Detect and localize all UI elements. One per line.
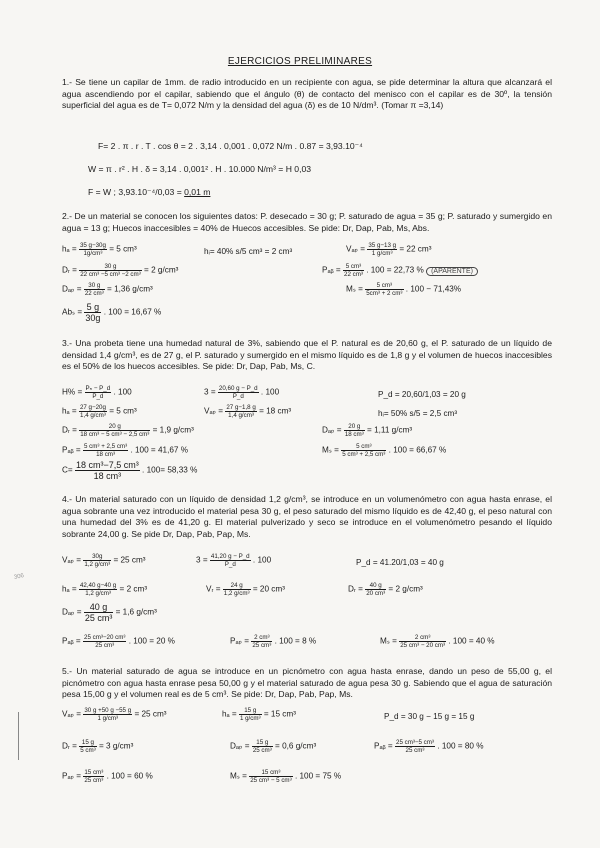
ex2-pab-num: 5 cm³ — [343, 263, 364, 271]
ex5-vap-formula — [62, 707, 167, 722]
ex2-abs-label: Abₛ = — [62, 307, 83, 317]
ex5-ha-result: = 15 cm³ — [263, 709, 296, 719]
ex2-dr-den: 22 cm³ −5 cm³ −2 cm³ — [80, 271, 141, 278]
ex2-ms-result: . 100 − 71,43% — [405, 284, 462, 294]
ex5-dr-result: = 3 g/cm³ — [98, 741, 134, 751]
exercise-2-statement: 2.- De un material se conocen los siguientes datos: P. desecado = 30 g; P. saturado de agua = 35 g; P. saturado y sumergido en agua = 13 g; Huecos inaccesibles = 40% de Huecos accesibles. Se pide: Dr, Dap, Pab, Ms, Abs. — [62, 211, 552, 233]
ex2-abs-num: 5 g — [84, 302, 101, 313]
ex2-dap-num: 30 g — [84, 282, 105, 290]
ex4-dap-result: = 1,6 g/cm³ — [115, 607, 157, 617]
ex3-ha-num: 27 g−20g — [79, 404, 106, 411]
ex5-pab-formula — [374, 739, 483, 754]
ex5-ms-num: 15 cm³ — [249, 769, 292, 777]
ex4-vr-result: = 20 cm³ — [252, 584, 285, 594]
ex2-vap-den: 1 g/cm³ — [371, 250, 393, 257]
ex4-pab-label: Pₐᵦ = — [62, 636, 81, 646]
ex3-pd-formula: P_d = 20,60/1,03 = 20 g — [378, 390, 466, 399]
ex4-vap-formula — [62, 553, 146, 568]
ex4-ha-label: hₐ = — [62, 584, 77, 594]
ex5-dr-num: 15 g — [79, 739, 96, 747]
ex3-ha-den: 1,4 g/cm³ — [80, 412, 106, 419]
ex3-pab-label: Pₐᵦ = — [62, 445, 81, 455]
ex3-dap-formula — [322, 423, 412, 438]
ex4-vr-formula — [206, 582, 285, 597]
ex3-h-den: P_d — [92, 393, 104, 400]
ex4-ms-label: Mₛ = — [380, 636, 397, 646]
ex5-pap-formula — [62, 769, 153, 784]
ex5-ms-label: Mₛ = — [230, 771, 247, 781]
ex3-dr-den: 18 cm³ − 5 cm³ − 2,5 cm³ — [80, 431, 150, 438]
ex3-ha-result: = 5 cm³ — [109, 406, 137, 416]
ex2-dap-formula — [62, 282, 153, 297]
ex4-pap-den: 25 cm³ — [252, 642, 272, 649]
ex4-ms-formula — [380, 634, 495, 649]
ex5-pap-num: 15 cm³ — [84, 769, 104, 776]
ex3-dap-result: = 1,11 g/cm³ — [367, 425, 413, 435]
ex4-vap-num: 30g — [83, 553, 111, 561]
ex5-vap-den: 1 g/cm³ — [97, 715, 119, 722]
ex2-ha-label: hₐ = — [62, 244, 77, 254]
ex3-vap-label: Vₐₚ = — [204, 406, 224, 416]
ex5-pap-label: Pₐₚ = — [62, 771, 82, 781]
ex5-ha-label: hₐ = — [222, 709, 237, 719]
exercise-3-statement: 3.- Una probeta tiene una humedad natural de 3%, sabiendo que el P. natural es de 20,60 g, el P. saturado de un líquido de densidad 1,4 g/cm³, es de 27 g, el P. saturado y sumergido en el mismo líquido es de 1,8 g y el volumen de huecos inaccesibles es el 50% de los huecos accesibles. Se pide: Dr, Dap, Pab, Ms, C. — [62, 338, 552, 372]
ex5-ms-formula — [230, 769, 341, 784]
ex3-c-formula — [62, 460, 197, 481]
ex4-dap-den: 25 cm³ — [84, 613, 113, 623]
ex5-pab-den: 25 cm³ — [405, 747, 425, 754]
ex4-t-result: . 100 — [252, 555, 272, 565]
ex3-dr-label: Dᵣ = — [62, 425, 77, 435]
ex4-pab-result: . 100 = 20 % — [128, 636, 175, 646]
ex3-c-den: 18 cm³ — [93, 471, 122, 481]
ex2-hi-formula: hᵢ= 40% s/5 cm³ = 2 cm³ — [204, 247, 293, 256]
ex2-dr-result: = 2 g/cm³ — [144, 265, 179, 275]
ex2-pab-result: . 100 = 22,73 % — [366, 265, 424, 275]
ex4-ha-den: 1,2 g/cm³ — [85, 590, 111, 597]
ex2-dap-result: = 1,36 g/cm³ — [107, 284, 153, 294]
ex4-dap-formula — [62, 602, 157, 623]
ex4-ha-result: = 2 cm³ — [119, 584, 148, 594]
ex2-abs-result: . 100 = 16,67 % — [103, 307, 162, 317]
ex3-ms-result: . 100 = 66,67 % — [388, 445, 447, 455]
ex5-vap-result: = 25 cm³ — [134, 709, 167, 719]
ex3-pab-result: . 100 = 41,67 % — [130, 445, 189, 455]
ex1-equation-weight: W = π . r² . H . δ = 3,14 . 0,001² . H . 10.000 N/m³ = H 0,03 — [88, 164, 312, 174]
ex3-ms-den: 5 cm³ + 2,5 cm³ — [342, 451, 386, 458]
ex3-hi-formula: hᵢ= 50% s/5 = 2,5 cm³ — [378, 409, 458, 418]
ex5-pap-result: . 100 = 60 % — [106, 771, 153, 781]
ex3-ms-label: Mₛ = — [322, 445, 339, 455]
ex2-handwritten-note: (APARENTE) — [426, 267, 478, 276]
ex3-h-result: . 100 — [113, 387, 132, 397]
ex5-ha-formula — [222, 707, 296, 722]
ex5-pap-den: 25 cm³ — [84, 777, 104, 784]
ex2-vap-label: Vₐₚ = — [346, 244, 366, 254]
ex3-vap-num: 27 g−1,8 g — [226, 404, 256, 411]
ex5-pab-label: Pₐᵦ = — [374, 741, 393, 751]
ex4-dr-label: Dᵣ = — [348, 584, 363, 594]
ex2-vap-num: 35 g−13 g — [368, 242, 397, 249]
ex3-ha-formula — [62, 404, 137, 419]
ex4-dap-num: 40 g — [84, 602, 114, 613]
ex2-vap-formula — [346, 242, 431, 257]
margin-note: 306 — [13, 573, 25, 581]
ex3-vap-formula — [204, 404, 291, 419]
ex1-result-prefix: F = W ; 3,93.10⁻⁴/0,03 = — [88, 187, 185, 197]
ex4-vr-num: 24 g — [223, 582, 251, 590]
ex4-pab-num: 25 cm³−20 cm³ — [84, 634, 126, 641]
ex4-ms-num: 2 cm³ — [399, 634, 446, 642]
ex2-dr-formula — [62, 263, 178, 278]
ex4-pab-formula — [62, 634, 175, 649]
ex5-dap-num: 15 g — [252, 739, 273, 747]
ex2-ha-num: 35 g−30g — [79, 242, 106, 249]
ex4-t-den: P_d — [224, 561, 236, 568]
exercise-4-statement: 4.- Un material saturado con un líquido de densidad 1,2 g/cm³, se introduce en un volumenómetro con agua hasta enrase, el agua sobrante una vez introducido el material pesa 30 g, el peso saturado del mismo líquido es de 42,40 g, el peso natural con una humedad del 3% es de 41,20 g. El material pulverizado y seco se introduce en el volumenómetro pesando el líquido sobrante 24,00 g. Se pide Dr, Dap, Pab, Pap, Ms. — [62, 494, 552, 539]
ex3-ms-formula — [322, 443, 446, 458]
ex3-vap-result: = 18 cm³ — [259, 406, 292, 416]
ex3-ms-num: 5 cm³ — [341, 443, 386, 451]
ex3-t-num: 20,60 g − P_d — [218, 385, 258, 392]
ex5-dap-den: 25 cm³ — [252, 747, 272, 754]
ex3-h-formula — [62, 385, 132, 400]
ex5-dr-formula — [62, 739, 133, 754]
ex4-vr-den: 1,2 g/cm³ — [223, 590, 250, 597]
ex5-ms-result: . 100 = 75 % — [294, 771, 342, 781]
ex3-c-num: 18 cm³−7,5 cm³ — [75, 460, 139, 470]
ex2-ha-formula — [62, 242, 137, 257]
ex5-dr-label: Dᵣ = — [62, 741, 77, 751]
ex4-dap-label: Dₐₚ = — [62, 607, 82, 617]
ex2-ha-result: = 5 cm³ — [109, 244, 137, 254]
ex3-dr-result: = 1,9 g/cm³ — [152, 425, 194, 435]
ex4-vap-label: Vₐₚ = — [62, 555, 82, 565]
ex3-dr-num: 20 g — [79, 423, 150, 431]
ex4-pap-label: Pₐₚ = — [230, 636, 250, 646]
ex4-dr-result: = 2 g/cm³ — [388, 584, 423, 594]
ex2-dr-num: 30 g — [79, 263, 142, 271]
ex2-dap-label: Dₐₚ = — [62, 284, 82, 294]
page-title: EJERCICIOS PRELIMINARES — [227, 56, 373, 67]
ex3-c-label: C= — [62, 465, 73, 475]
ex4-ha-num: 42,40 g−40 g — [79, 582, 117, 589]
ex3-dap-label: Dₐₚ = — [322, 425, 342, 435]
ex4-dr-formula — [348, 582, 423, 597]
ex5-ms-den: 25 cm³ − 5 cm³ — [250, 777, 292, 784]
ex2-pab-den: 22 cm³ — [344, 271, 363, 278]
ex4-vap-result: = 25 cm³ — [113, 555, 146, 565]
exercise-1-statement: 1.- Se tiene un capilar de 1mm. de radio introducido en un recipiente con agua, se pide determinar la altura que alcanzará el agua ascendiendo por el capilar, sabiendo que el ángulo (θ) de contacto del menisco con el capilar es de 30º, la tensión superficial del agua es de T= 0,072 N/m y la densidad del agua (δ) es de 10 N/dm³. (Tomar π =3,14) — [62, 77, 552, 111]
ex5-ha-den: 1 g/cm³ — [239, 715, 261, 722]
ex5-dap-formula — [230, 739, 316, 754]
ex2-dr-label: Dᵣ = — [62, 265, 77, 275]
ex3-c-result: . 100= 58,33 % — [142, 465, 198, 475]
exercise-5-statement: 5.- Un material saturado de agua se introduce en un picnómetro con agua hasta enrase, dando un peso de 55,00 g, el picnómetro con agua hasta enrase pesa 50,00 g y el material saturado de agua pesa 30 g. Sabiendo que el agua de saturación pesa 15,00 g y el volumen real es de 5 cm³. Se pide: Dr, Dap, Pab, Pap, Ms. — [62, 666, 552, 700]
ex2-ms-den: 5cm³ + 2 cm³ — [366, 290, 403, 297]
ex3-h-num: Pₙ − P_d — [85, 385, 111, 392]
ex5-pab-result: . 100 = 80 % — [437, 741, 484, 751]
ex2-pab-label: Pₐᵦ = — [322, 265, 341, 275]
ex5-pd-formula: P_d = 30 g − 15 g = 15 g — [384, 712, 475, 721]
ex3-dap-num: 20 g — [344, 423, 365, 431]
ex5-vap-num: 30 g +50 g −55 g — [84, 707, 132, 714]
ex1-equation-force: F= 2 . π . r . T . cos θ = 2 . 3,14 . 0,001 . 0,072 N/m . 0.87 = 3,93.10⁻⁴ — [98, 141, 363, 151]
ex5-dap-result: = 0,6 g/cm³ — [275, 741, 317, 751]
ex2-ms-num: 5 cm³ — [365, 282, 403, 290]
ex3-t-formula — [204, 385, 279, 400]
ex4-vap-den: 1,2 g/cm³ — [84, 561, 111, 568]
ex5-dap-label: Dₐₚ = — [230, 741, 250, 751]
ex3-t-result: . 100 — [260, 387, 280, 397]
ex2-ha-den: 1g/cm³ — [83, 250, 103, 257]
ex4-dr-den: 20 cm³ — [366, 590, 386, 597]
ex3-ha-label: hₐ = — [62, 406, 77, 416]
ex3-t-label: 3 = — [204, 387, 216, 397]
ex4-t-formula — [196, 553, 271, 568]
ex4-pap-formula — [230, 634, 316, 649]
ex3-h-label: H% = — [62, 387, 83, 397]
ex3-dap-den: 18 cm³ — [344, 431, 364, 438]
ex3-pab-formula — [62, 443, 188, 458]
ex2-ms-formula — [346, 282, 461, 297]
ex2-vap-result: = 22 cm³ — [399, 244, 432, 254]
ex3-pab-den: 18 cm³ — [96, 451, 116, 458]
ex5-dr-den: 5 cm³ — [80, 747, 96, 754]
ex4-pd-formula: P_d = 41.20/1,03 = 40 g — [356, 558, 444, 567]
ex2-pab-formula — [322, 263, 478, 278]
ex2-abs-den: 30g — [85, 313, 101, 323]
ex1-equation-result — [88, 187, 210, 198]
ex3-pab-num: 5 cm³ + 2,5 cm³ — [84, 443, 128, 450]
ex4-pap-result: . 100 = 8 % — [274, 636, 317, 646]
ex2-abs-formula — [62, 302, 161, 323]
ex3-t-den: P_d — [232, 393, 244, 400]
ex5-pab-num: 25 cm³−5 cm³ — [396, 739, 434, 746]
ex5-ha-num: 15 g — [239, 707, 262, 715]
ex4-ms-result: . 100 = 40 % — [448, 636, 495, 646]
ex4-t-num: 41,20 g − P_d — [210, 553, 250, 560]
ex4-vr-label: Vᵣ = — [206, 584, 221, 594]
ex3-vap-den: 1,4 g/cm³ — [228, 412, 254, 419]
margin-bracket — [18, 712, 22, 760]
ex2-ms-label: Mₛ = — [346, 284, 363, 294]
ex4-pab-den: 25 cm³ — [95, 642, 115, 649]
ex2-dap-den: 22 cm³ — [84, 290, 104, 297]
ex4-ha-formula — [62, 582, 147, 597]
ex4-t-label: 3 = — [196, 555, 208, 565]
ex5-vap-label: Vₐₚ = — [62, 709, 82, 719]
ex4-pap-num: 2 cm³ — [251, 634, 272, 642]
ex4-dr-num: 40 g — [365, 582, 386, 590]
ex3-dr-formula — [62, 423, 194, 438]
ex4-ms-den: 25 cm³ − 20 cm³ — [400, 642, 446, 649]
ex1-result-value: 0,01 m — [184, 187, 211, 197]
